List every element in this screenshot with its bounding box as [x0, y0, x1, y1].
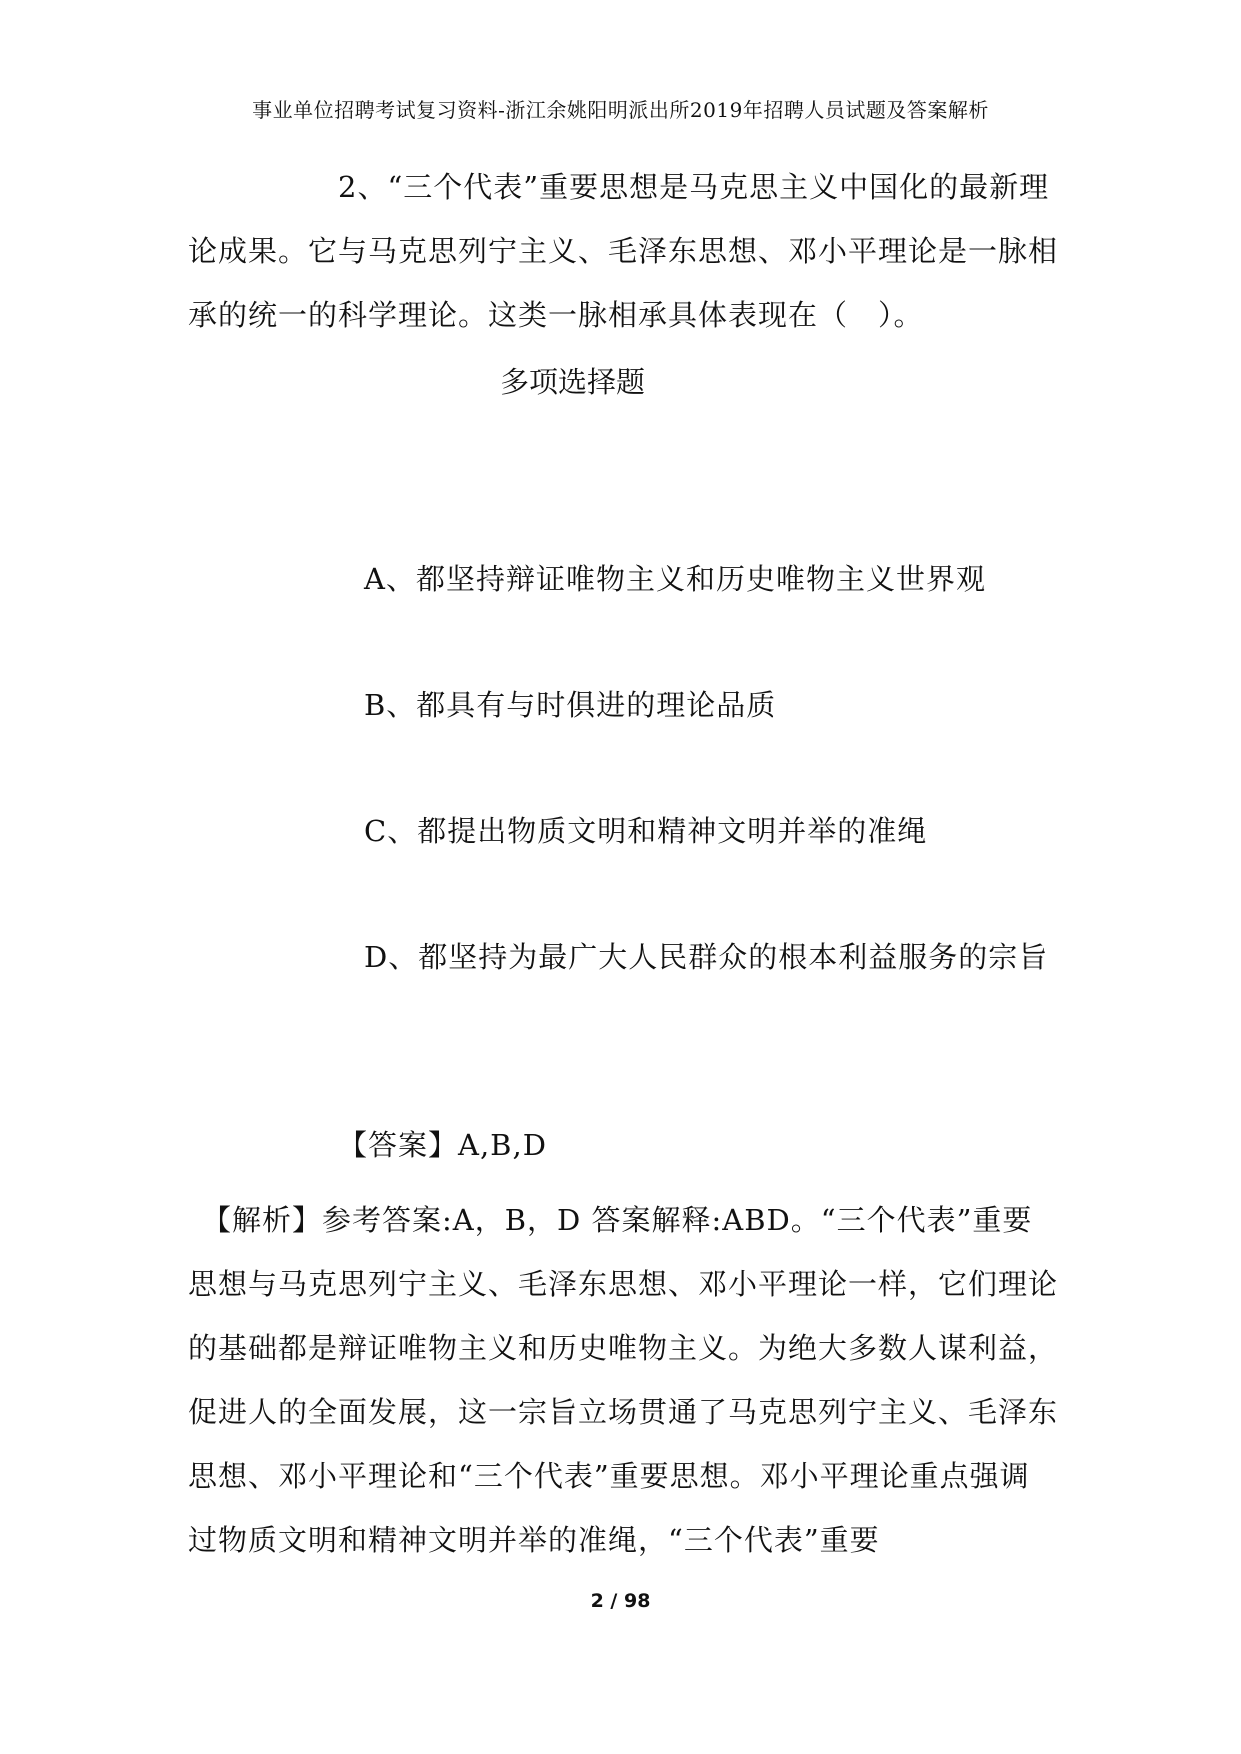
page-header-title: 事业单位招聘考试复习资料-浙江余姚阳明派出所2019年招聘人员试题及答案解析 [252, 98, 989, 122]
question-type-label: 多项选择题 [500, 365, 646, 399]
option-c: C、都提出物质文明和精神文明并举的准绳 [364, 814, 928, 848]
question-stem: 2、“三个代表”重要思想是马克思主义中国化的最新理论成果。它与马克思列宁主义、毛泽东思想、邓小平理论是一脉相承的统一的科学理论。这类一脉相承具体表现在（ ）。 [188, 170, 1059, 332]
analysis-paragraph: 【解析】参考答案:A，B，D 答案解释:ABD。“三个代表”重要思想与马克思列宁主义、毛泽东思想、邓小平理论一样，它们理论的基础都是辩证唯物主义和历史唯物主义。为绝大多数人谋利益，促进人的全面发展，这一宗旨立场贯通了马克思列宁主义、毛泽东思想、邓小平理论和“三个代表”重要思想。邓小平理论重点强调过物质文明和精神文明并举的准绳，“三个代表”重要 [188, 1203, 1059, 1557]
option-b: B、都具有与时俱进的理论品质 [364, 688, 777, 722]
answer-line: 【答案】A,B,D [338, 1128, 547, 1162]
option-d: D、都坚持为最广大人民群众的根本利益服务的宗旨 [364, 940, 1049, 974]
option-a: A、都坚持辩证唯物主义和历史唯物主义世界观 [364, 562, 986, 596]
page-number: 2 / 98 [590, 1590, 651, 1612]
